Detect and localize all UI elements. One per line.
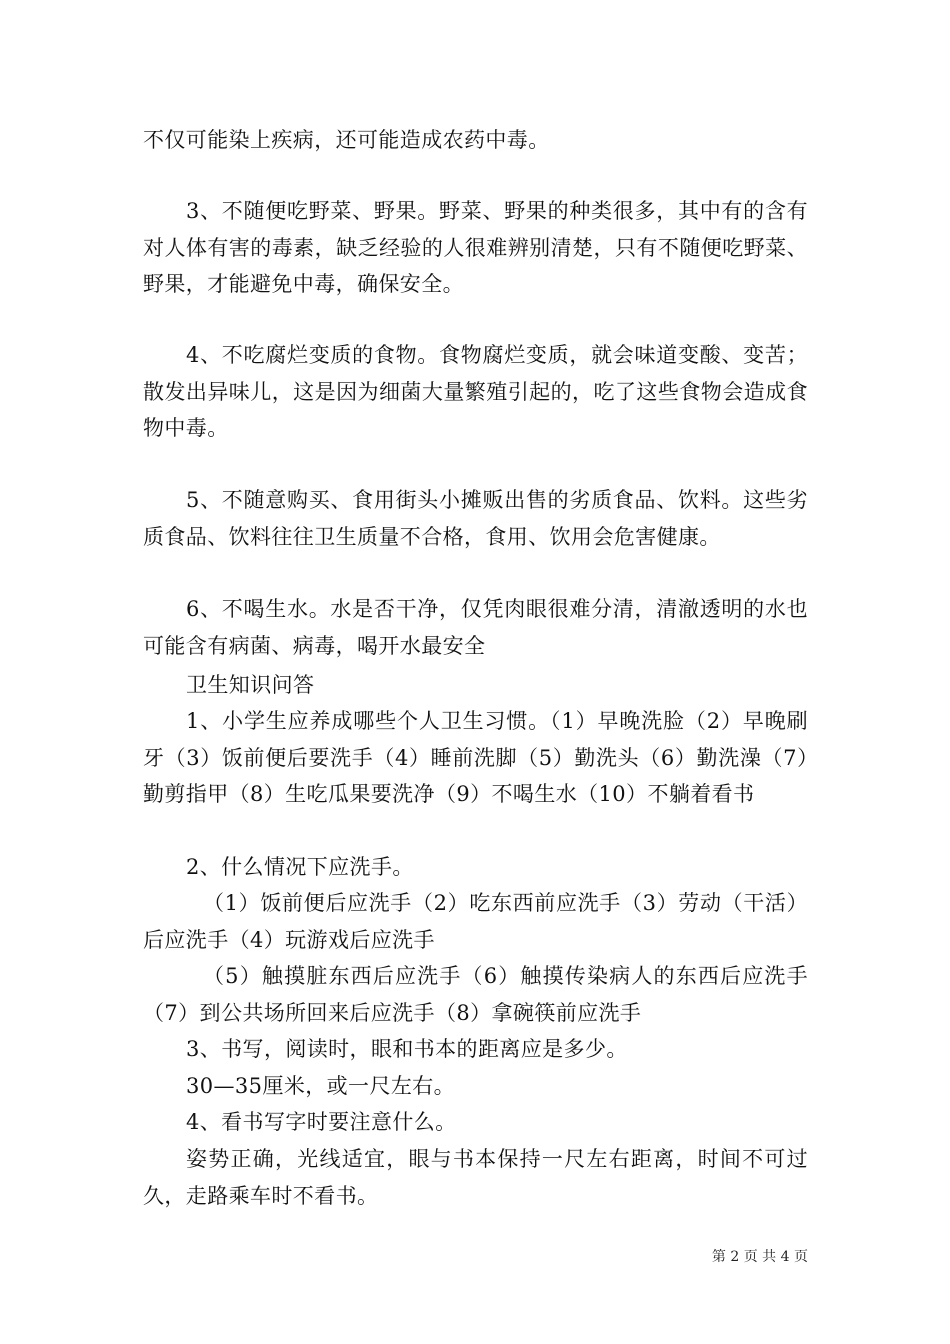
- qa-2-answer-part-2: （5）触摸脏东西后应洗手（6）触摸传染病人的东西后应洗手（7）到公共场所回来后应洗手（8）拿碗筷前应洗手: [143, 964, 808, 1025]
- qa-4-answer: 姿势正确，光线适宜，眼与书本保持一尺左右距离，时间不可过久，走路乘车时不看书。: [143, 1147, 808, 1208]
- section-heading-hygiene-qa: 卫生知识问答: [186, 673, 315, 697]
- qa-3-answer: 30—35厘米，或一尺左右。: [186, 1074, 456, 1098]
- qa-1-hygiene-habits: 1、小学生应养成哪些个人卫生习惯。（1）早晚洗脸（2）早晚刷牙（3）饭前便后要洗手（4）睡前洗脚（5）勤洗头（6）勤洗澡（7）勤剪指甲（8）生吃瓜果要洗净（9）不喝生水（10）不躺着看书: [143, 709, 808, 806]
- qa-2-answer-part-1: （1）饭前便后应洗手（2）吃东西前应洗手（3）劳动（干活）后应洗手（4）玩游戏后应洗手: [143, 891, 808, 952]
- paragraph-item-5-street-food: 5、不随意购买、食用街头小摊贩出售的劣质食品、饮料。这些劣质食品、饮料往往卫生质量不合格，食用、饮用会危害健康。: [143, 488, 808, 549]
- paragraph-item-4-spoiled-food: 4、不吃腐烂变质的食物。食物腐烂变质，就会味道变酸、变苦；散发出异味儿，这是因为细菌大量繁殖引起的，吃了这些食物会造成食物中毒。: [143, 343, 808, 440]
- page-number-footer: 第 2 页 共 4 页: [711, 1249, 808, 1265]
- qa-3-question: 3、书写，阅读时，眼和书本的距离应是多少。: [186, 1037, 628, 1061]
- paragraph-item-3-wild-vegetables: 3、不随便吃野菜、野果。野菜、野果的种类很多，其中有的含有对人体有害的毒素，缺乏经验的人很难辨别清楚，只有不随便吃野菜、野果，才能避免中毒，确保安全。: [143, 199, 808, 296]
- qa-2-question: 2、什么情况下应洗手。: [186, 855, 414, 879]
- qa-4-question: 4、看书写字时要注意什么。: [186, 1110, 457, 1134]
- paragraph-item-6-raw-water: 6、不喝生水。水是否干净，仅凭肉眼很难分清，清澈透明的水也可能含有病菌、病毒，喝开水最安全: [143, 597, 808, 658]
- paragraph-continuation: 不仅可能染上疾病，还可能造成农药中毒。: [143, 128, 550, 152]
